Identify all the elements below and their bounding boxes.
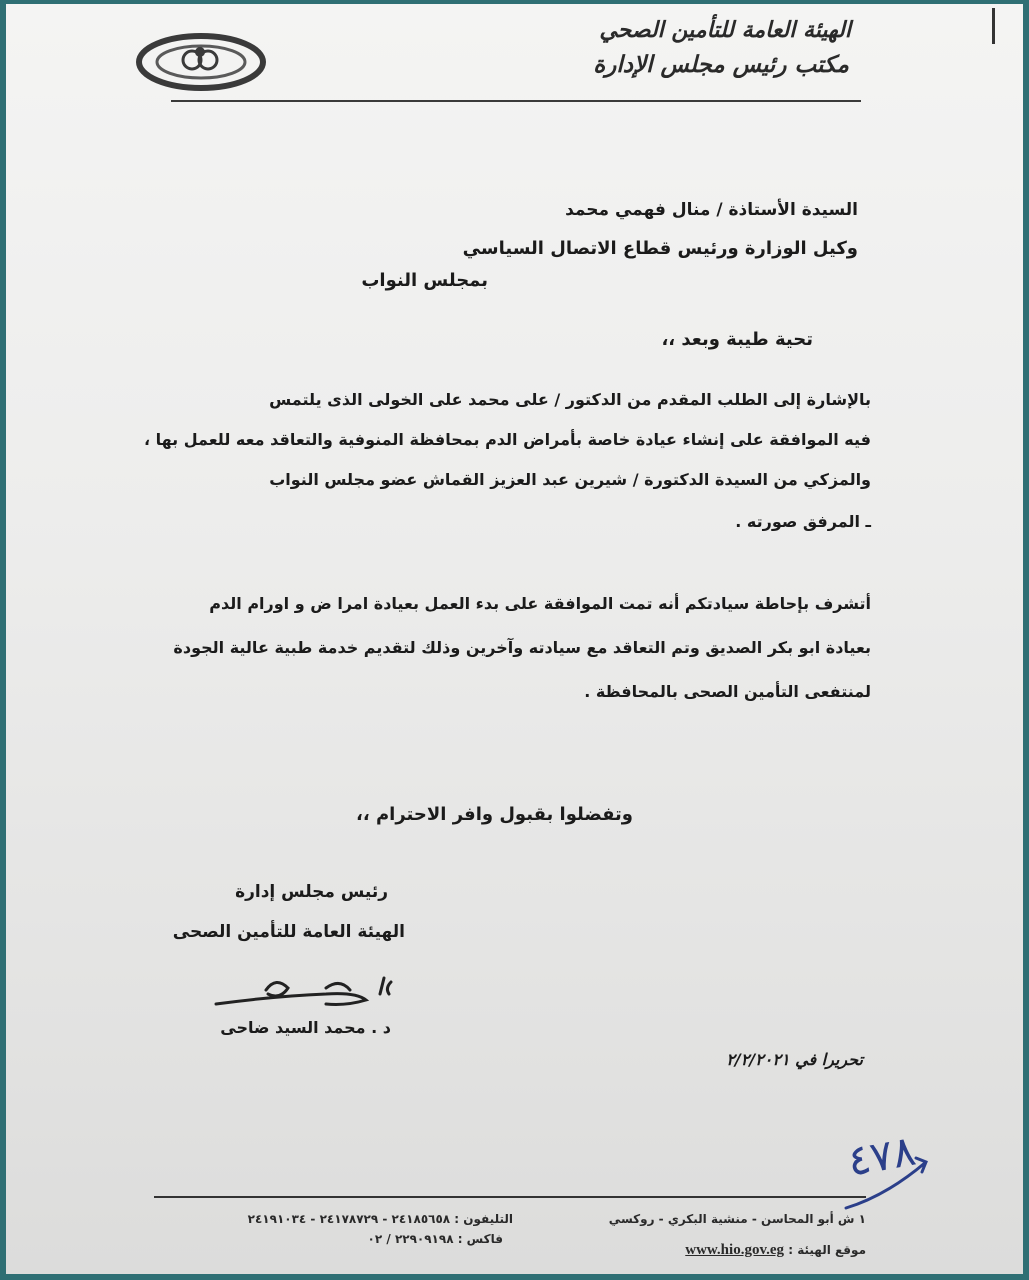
greeting: تحية طيبة وبعد ،، [661, 329, 813, 350]
date-line: تحريرا في ٢/٢/٢٠٢١ [726, 1050, 863, 1069]
signatory-title-1: رئيس مجلس إدارة [235, 882, 388, 902]
letter-page [6, 4, 1023, 1274]
paragraph-2-line: لمنتفعى التأمين الصحى بالمحافظة . [584, 682, 871, 701]
footer-fax: فاكس : ٢٢٩٠٩١٩٨ / ٠٢ [367, 1232, 503, 1246]
signatory-title-2: الهيئة العامة للتأمين الصحى [172, 922, 405, 942]
header-divider [171, 100, 861, 102]
footer-divider [154, 1196, 866, 1198]
hio-logo-icon [136, 24, 266, 100]
footer-phone: التليفون : ٢٤١٨٥٦٥٨ - ٢٤١٧٨٧٢٩ - ٢٤١٩١٠٣٤ [247, 1212, 513, 1226]
website-link[interactable]: www.hio.gov.eg [685, 1242, 785, 1258]
closing-line: وتفضلوا بقبول وافر الاحترام ،، [356, 804, 633, 825]
paragraph-1-line: ـ المرفق صورته . [735, 512, 871, 531]
paragraph-1-line: فيه الموافقة على إنشاء عيادة خاصة بأمراض الدم بمحافظة المنوفية والتعاقد معه للعمل بها ، [143, 430, 871, 449]
footer-address: ١ ش أبو المحاسن - منشية البكري - روكسي [608, 1212, 866, 1226]
svg-text:٤٧٨: ٤٧٨ [843, 1125, 920, 1186]
recipient-line-1: السيدة الأستاذة / منال فهمي محمد [565, 200, 858, 220]
recipient-line-3: بمجلس النواب [361, 270, 488, 291]
recipient-line-2: وكيل الوزارة ورئيس قطاع الاتصال السياسي [462, 238, 858, 259]
paragraph-1-line: والمزكي من السيدة الدكتورة / شيرين عبد العزيز القماش عضو مجلس النواب [269, 470, 871, 489]
paragraph-2-line: أتشرف بإحاطة سيادتكم أنه تمت الموافقة على بدء العمل بعيادة امرا ض و اورام الدم [209, 594, 871, 613]
corner-mark [992, 8, 995, 44]
signatory-name: د . محمد السيد ضاحى [220, 1018, 391, 1037]
handwritten-signature [206, 968, 406, 1018]
paragraph-2-line: بعيادة ابو بكر الصديق وتم التعاقد مع سيادته وآخرين وذلك لتقديم خدمة طبية عالية الجودة [173, 638, 871, 657]
website-label: موقع الهيئة : [788, 1243, 866, 1257]
org-name: الهيئة العامة للتأمين الصحي [599, 18, 851, 43]
office-name: مكتب رئيس مجلس الإدارة [593, 52, 849, 78]
footer-website [669, 1242, 866, 1259]
paragraph-1-line: بالإشارة إلى الطلب المقدم من الدكتور / على محمد على الخولى الذى يلتمس [269, 390, 871, 409]
handwritten-number [836, 1122, 936, 1212]
